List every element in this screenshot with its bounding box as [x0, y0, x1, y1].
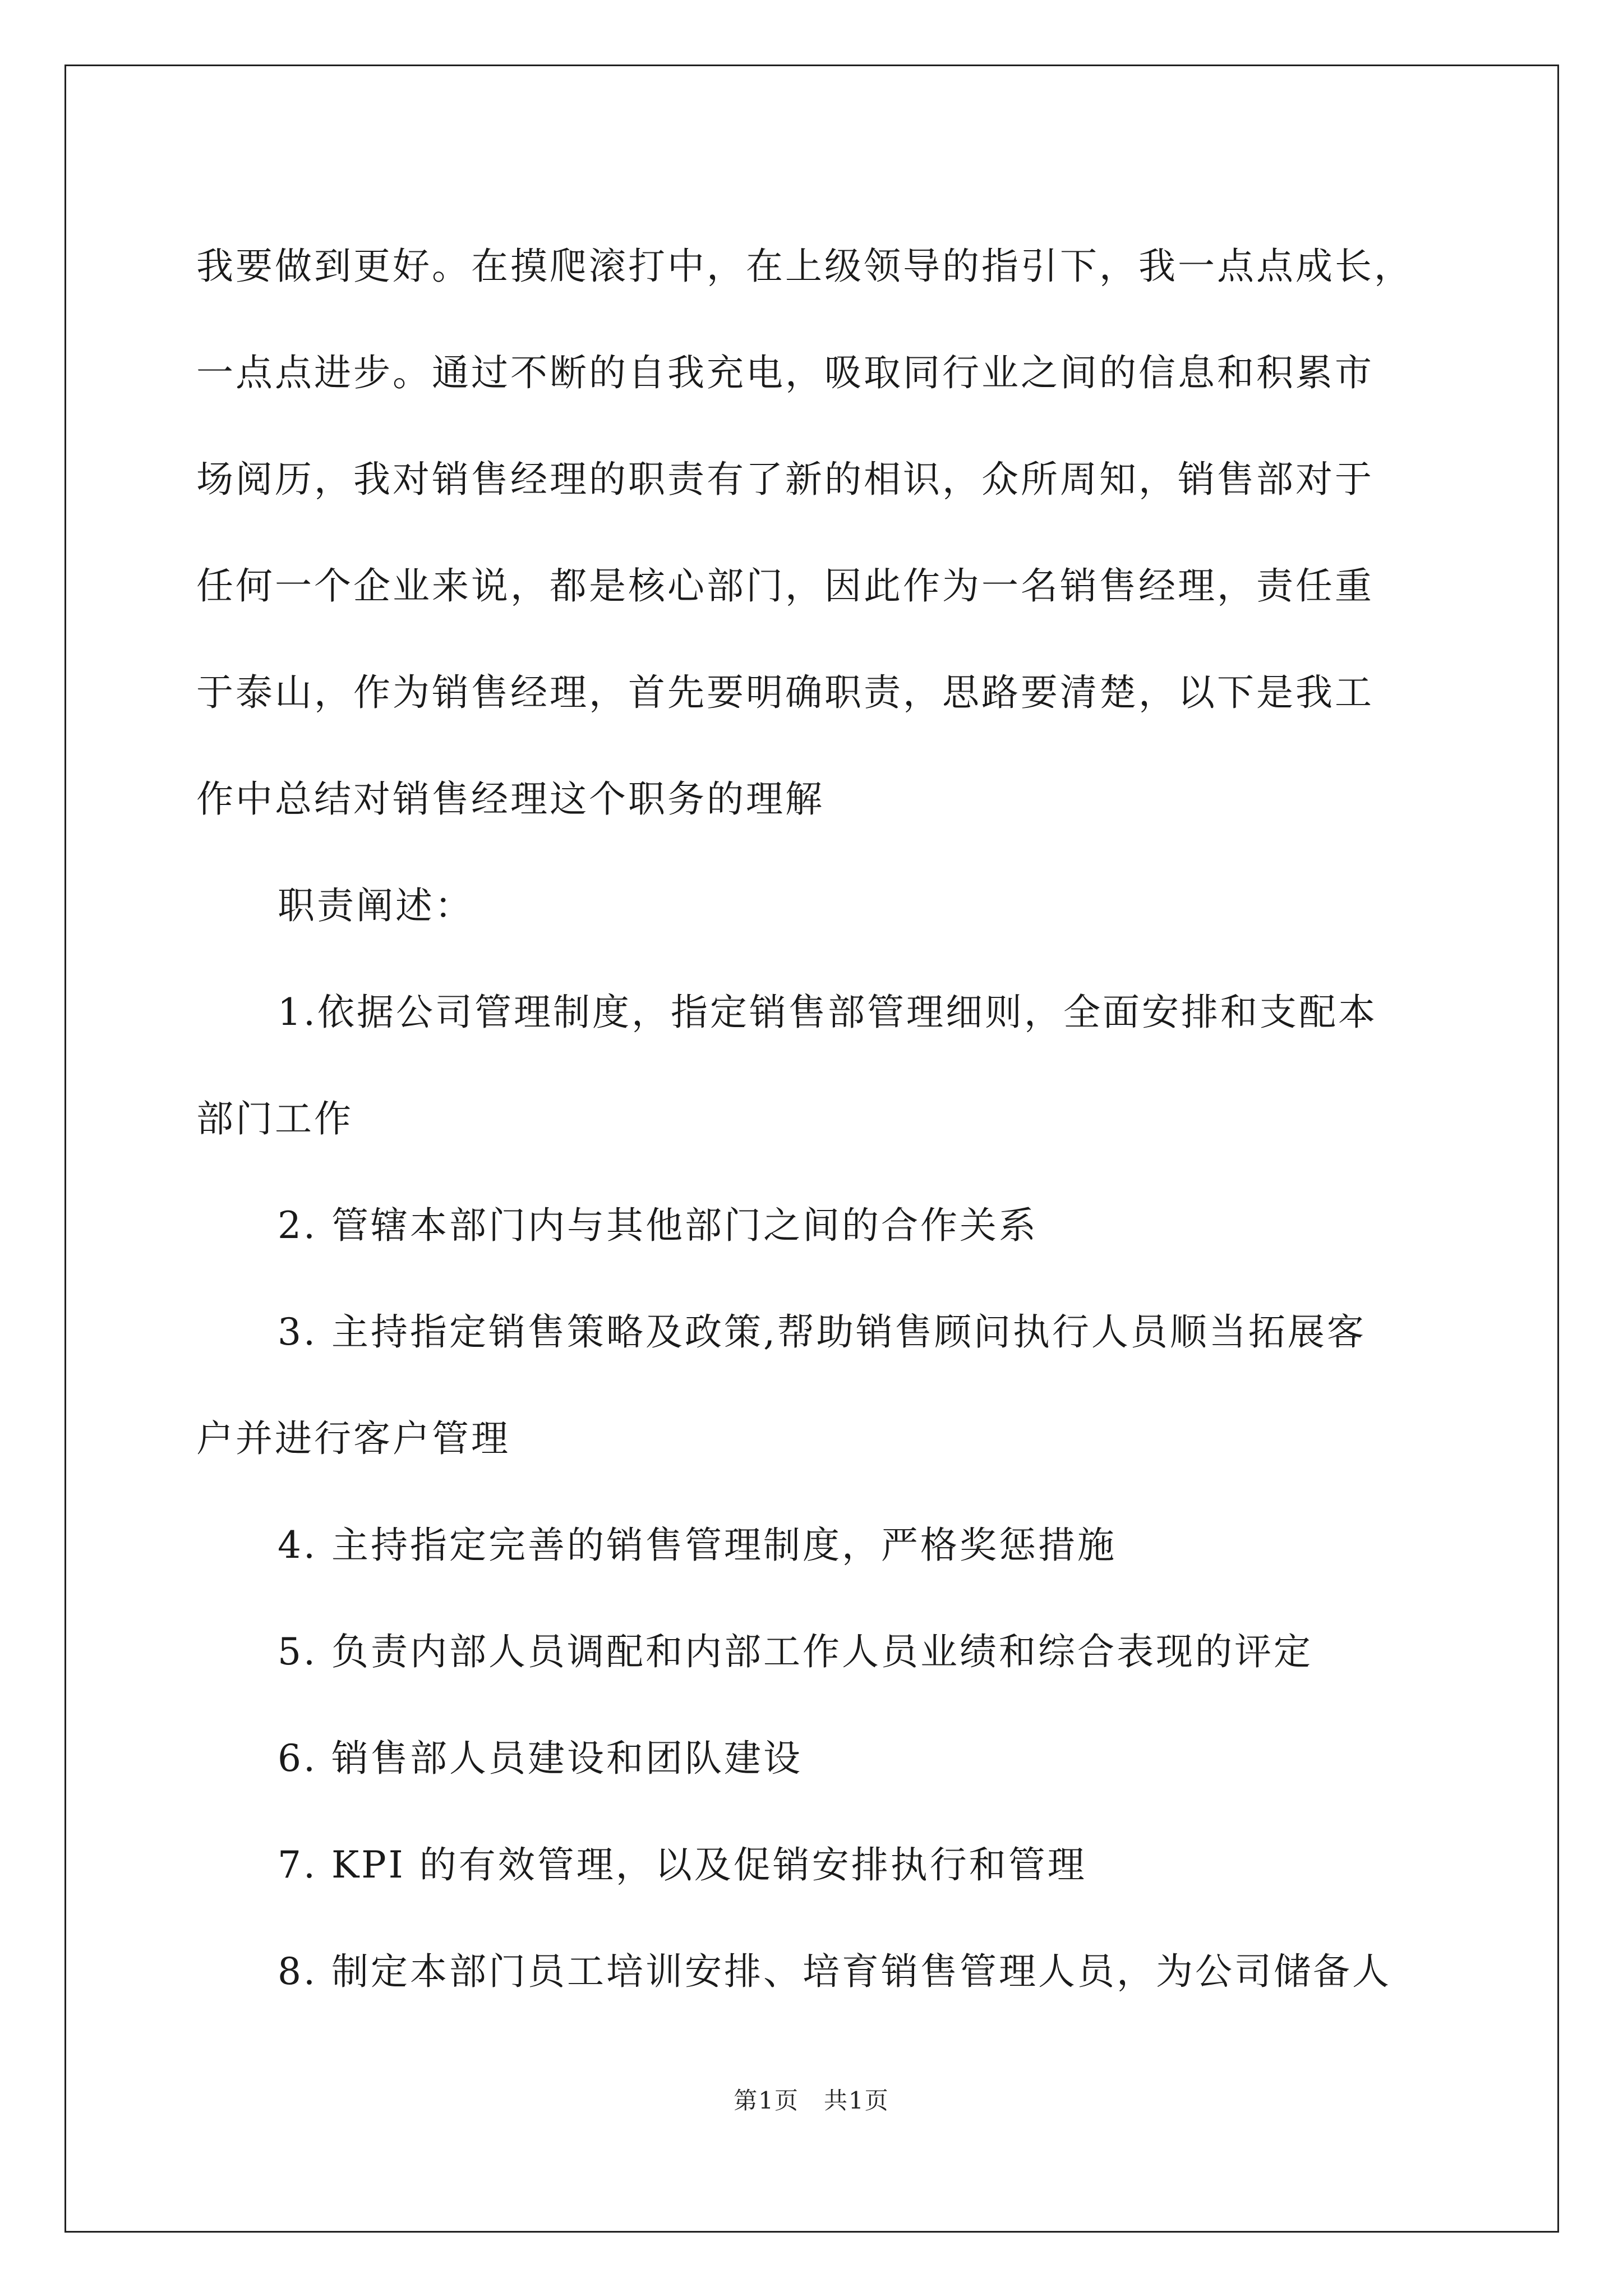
list-item-1: 1.依据公司管理制度，指定销售部管理细则，全面安排和支配本 [278, 991, 1377, 1034]
list-item-8: 8. 制定本部门员工培训安排、培育销售管理人员，为公司储备人 [278, 1950, 1391, 1993]
text-line-1: 我要做到更好。在摸爬滚打中，在上级领导的指引下，我一点点成长， [196, 245, 1413, 288]
list-item-1-continuation: 部门工作 [196, 1097, 353, 1140]
page-number-footer: 第1页 共1页 [734, 2087, 889, 2114]
list-item-5: 5. 负责内部人员调配和内部工作人员业绩和综合表现的评定 [278, 1630, 1313, 1673]
text-line-5: 于泰山，作为销售经理，首先要明确职责，思路要清楚，以下是我工 [196, 671, 1374, 714]
list-item-7: 7. KPI 的有效管理，以及促销安排执行和管理 [278, 1843, 1087, 1887]
document-body [196, 213, 1430, 2025]
section-heading: 职责阐述： [278, 884, 474, 927]
text-line-6: 作中总结对销售经理这个职务的理解 [196, 777, 824, 821]
text-line-4: 任何一个企业来说，都是核心部门，因此作为一名销售经理，责任重 [196, 564, 1374, 608]
text-line-2: 一点点进步。通过不断的自我充电，吸取同行业之间的信息和积累市 [196, 351, 1374, 394]
list-item-6: 6. 销售部人员建设和团队建设 [278, 1737, 803, 1780]
text-line-3: 场阅历，我对销售经理的职责有了新的相识，众所周知，销售部对于 [196, 458, 1374, 501]
list-item-2: 2. 管辖本部门内与其他部门之间的合作关系 [278, 1204, 1038, 1247]
list-item-3: 3. 主持指定销售策略及政策,帮助销售顾问执行人员顺当拓展客 [278, 1310, 1366, 1354]
list-item-4: 4. 主持指定完善的销售管理制度，严格奖惩措施 [278, 1524, 1117, 1567]
list-item-3-continuation: 户并进行客户管理 [196, 1417, 510, 1460]
